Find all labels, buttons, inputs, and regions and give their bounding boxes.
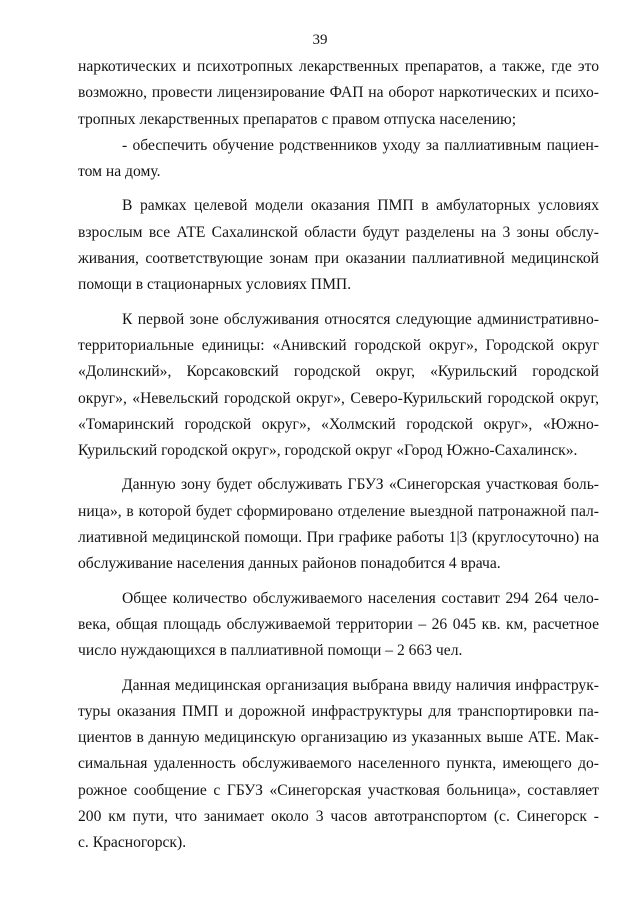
text-line: том на дому. xyxy=(78,163,161,181)
text-line: возможно, провести лицензирование ФАП на оборот наркотических и психо- xyxy=(78,84,599,102)
text-line: туры оказания ПМП и дорожной инфраструктуры для транспортировки па- xyxy=(78,702,599,720)
text-line: - обеспечить обучение родственников уходу за паллиативным пациен- xyxy=(122,136,599,154)
text-line: живания, соответствующие зонам при оказании паллиативной медицинской xyxy=(78,250,599,268)
text-line: Общее количество обслуживаемого населения составит 294 264 чело- xyxy=(122,589,599,607)
document-body xyxy=(78,54,599,857)
text-line: К первой зоне обслуживания относятся следующие административно- xyxy=(122,310,599,328)
text-line: «Долинский», Корсаковский городской округ, «Курильский городской xyxy=(78,363,599,381)
text-line: В рамках целевой модели оказания ПМП в амбулаторных условиях xyxy=(122,197,599,215)
paragraph xyxy=(78,193,599,298)
paragraph xyxy=(78,307,599,465)
text-line: рожное сообщение с ГБУЗ «Синегорская участковая больница», составляет xyxy=(78,781,599,799)
text-line: территориальные единицы: «Анивский городской округ», Городской округ xyxy=(78,336,599,354)
paragraph xyxy=(78,586,599,665)
text-line: Данная медицинская организация выбрана ввиду наличия инфраструк- xyxy=(122,676,599,694)
text-line: с. Красногорск). xyxy=(78,834,187,852)
text-line: ница», в которой будет сформировано отделение выездной патронажной пал- xyxy=(78,502,599,520)
text-line: взрослым все АТЕ Сахалинской области будут разделены на 3 зоны обслу- xyxy=(78,223,599,241)
text-line: помощи в стационарных условиях ПМП. xyxy=(78,276,352,294)
text-line: 200 км пути, что занимает около 3 часов автотранспортом (с. Синегорск - xyxy=(78,808,599,826)
text-line: века, общая площадь обслуживаемой территории – 26 045 кв. км, расчетное xyxy=(78,615,599,633)
text-line: тропных лекарственных препаратов с правом отпуска населению; xyxy=(78,110,517,128)
text-line: округ», «Невельский городской округ», Северо-Курильский городской округ, xyxy=(78,389,599,407)
page-number: 39 xyxy=(312,32,328,48)
text-line: число нуждающихся в паллиативной помощи – 2 663 чел. xyxy=(78,642,463,660)
text-line: обслуживание населения данных районов понадобится 4 врача. xyxy=(78,555,501,573)
paragraph xyxy=(78,54,599,133)
text-line: «Томаринский городской округ», «Холмский городской округ», «Южно- xyxy=(78,415,599,433)
text-line: Данную зону будет обслуживать ГБУЗ «Синегорская участковая боль- xyxy=(122,476,599,494)
text-line: лиативной медицинской помощи. При графике работы 1|3 (круглосуточно) на xyxy=(78,529,599,547)
text-line: симальная удаленность обслуживаемого населенного пункта, имеющего до- xyxy=(78,755,599,773)
paragraph xyxy=(78,133,599,186)
text-line: циентов в данную медицинскую организацию из указанных выше АТЕ. Мак- xyxy=(78,729,599,747)
paragraph xyxy=(78,673,599,857)
paragraph xyxy=(78,472,599,577)
text-line: наркотических и психотропных лекарственных препаратов, а также, где это xyxy=(78,58,599,75)
text-line: Курильский городской округ», городской округ «Город Южно-Сахалинск». xyxy=(78,442,578,460)
